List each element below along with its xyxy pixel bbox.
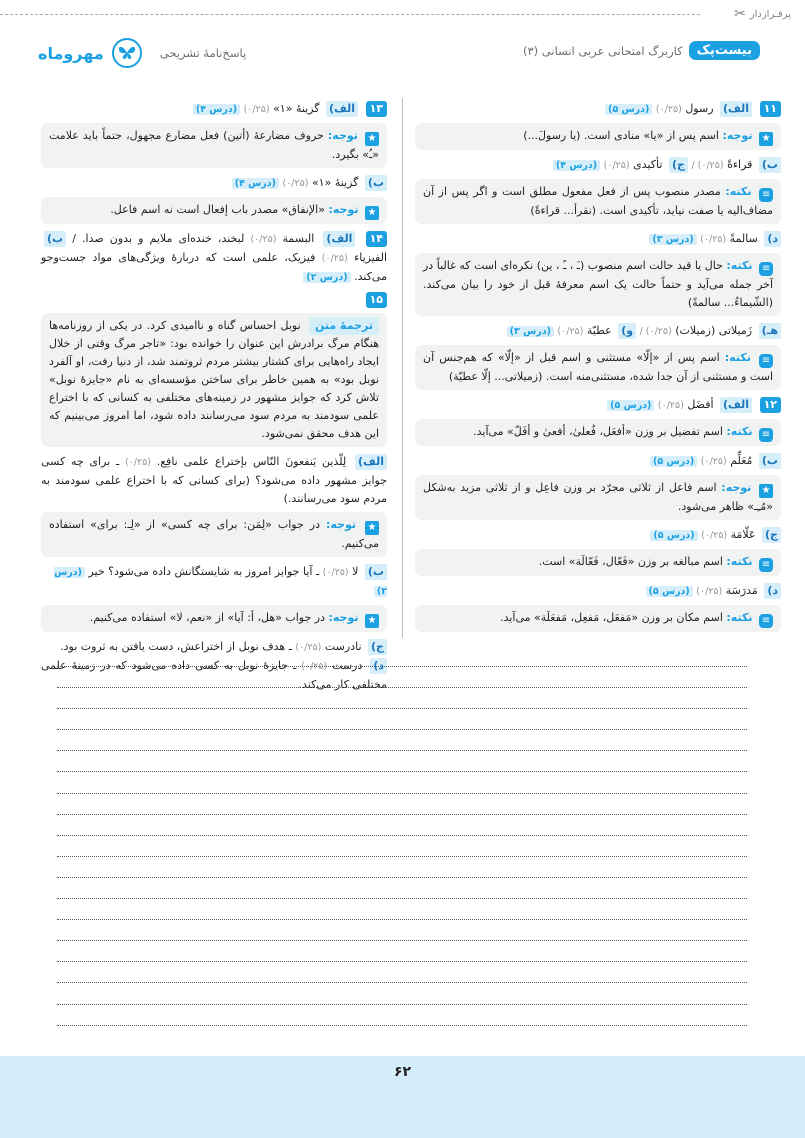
answer-text: درست — [332, 659, 363, 672]
score: (۰/۲۵) — [295, 642, 322, 653]
butterfly-logo-icon — [112, 38, 142, 68]
note-line — [57, 857, 747, 878]
q12-dal — [415, 582, 781, 601]
note-tag: توجه: — [328, 611, 359, 624]
answer-text: گزینهٔ «۱» — [311, 176, 359, 189]
option-label: ب) — [44, 231, 66, 247]
chat-bubble-icon: ≡ — [759, 614, 773, 628]
right-column — [415, 100, 781, 638]
definition-text: فیزیک، علمی است که دربارهٔ ویژگی‌های مواد جست‌وجو می‌کند. — [41, 251, 387, 283]
option-label: ب) — [759, 157, 781, 173]
lesson-ref: (درس ۴) — [553, 160, 600, 171]
star-icon: ★ — [365, 206, 379, 220]
score: (۰/۲۵) — [243, 104, 270, 115]
score: (۰/۲۵) — [282, 178, 309, 189]
q11-dal — [415, 230, 781, 249]
lesson-ref: (درس ۲) — [54, 567, 387, 597]
lesson-ref: (درس ۵) — [650, 530, 697, 541]
left-column — [41, 100, 387, 698]
note-box — [415, 475, 781, 520]
score: (۰/۲۵) — [250, 234, 277, 245]
option-label: الف) — [720, 397, 752, 413]
note-tag: نکته: — [726, 259, 753, 272]
answer-text: عَلّامَة — [730, 528, 756, 541]
option-label: ب) — [759, 453, 781, 469]
note-line — [57, 1005, 747, 1026]
column-divider — [402, 98, 403, 638]
translation-text: نوبل احساس گناه و ناامیدی کرد. در یکی از روزنامه‌ها هنگام مرگ برادرش این عنوان را خوانده بود: «تاجر مرگ وقتی از خلال ایجاد راه‌هایی برای کشتار بیشتر مردم ثروتمند شد، از دنیا رفت، او آلفرد نوبل بود» به همین خاطر برای ساختن مؤسسه‌ای به نام «جایزهٔ نوبل» تلاش کرد که جوایز مشهور در زمینه‌های مختلفی به کسانی که با اختراع علمی سودمند به مردم سود می‌رسانند داده شود، اما امروز می‌بینیم که این هدف محقق نمی‌شود. — [49, 319, 379, 440]
answer-text: گزینهٔ «۱» — [273, 102, 320, 115]
option-label: الف) — [720, 101, 752, 117]
note-line — [57, 751, 747, 772]
score: (۰/۲۵) — [696, 586, 723, 597]
notes-lines — [57, 666, 747, 1026]
publisher-logo-text: مهروماه — [38, 43, 104, 63]
q14 — [41, 230, 387, 287]
score: (۰/۲۵) — [124, 457, 151, 468]
note-text: حروف مضارعهٔ (أتین) فعل مضارع مجهول، حتماً باید علامت «ـُ» بگیرد. — [49, 129, 379, 161]
answer-text: البسمة — [282, 232, 315, 245]
note-line — [57, 667, 747, 688]
q15-head — [41, 291, 387, 309]
answer-text: أفضَل — [687, 398, 714, 411]
q11-be — [415, 156, 781, 175]
q13-be — [41, 174, 387, 193]
answer-text: مُعَلِّم — [730, 454, 753, 467]
question-number: ۱۵ — [366, 292, 387, 308]
note-line — [57, 899, 747, 920]
answer-rest: ـ جایزهٔ نوبل به کسی داده می‌شود که در زمینهٔ علمی مختلفی کار می‌کند. — [41, 659, 387, 691]
answer-text: سالمةً — [729, 232, 758, 245]
series-brand — [523, 41, 760, 60]
score: (۰/۲۵) — [700, 456, 727, 467]
lesson-ref: (درس ۵) — [646, 586, 693, 597]
note-text: اسم پس از «یا» منادی است. (یا رسولَ...) — [523, 129, 719, 142]
answer-text: لا — [352, 565, 359, 578]
option-label: ج) — [368, 639, 387, 655]
note-box — [415, 253, 781, 316]
answer-text: لِلّذین یَنفعونَ النّاس بإختراع علمی نافِع. — [156, 455, 347, 468]
answer-text: زَمیلاتی (زمیلات) — [675, 324, 753, 337]
note-line — [57, 878, 747, 899]
lesson-ref: (درس ۵) — [605, 104, 652, 115]
star-icon: ★ — [365, 521, 379, 535]
note-line — [57, 920, 747, 941]
note-tag: نکته: — [726, 425, 753, 438]
q11-alef — [415, 100, 781, 119]
cut-label — [734, 6, 791, 22]
note-line — [57, 772, 747, 793]
lesson-ref: (درس ۴) — [193, 104, 240, 115]
translation-heading: ترجمهٔ متن — [309, 317, 379, 335]
note-box — [41, 197, 387, 224]
note-tag: توجه: — [722, 129, 753, 142]
note-box — [41, 123, 387, 168]
definition-text: لبخند، خنده‌ای ملایم و بدون صدا. / — [72, 232, 245, 245]
option-label: الف) — [323, 231, 355, 247]
note-tag: توجه: — [327, 129, 358, 142]
answer-rest: ـ آیا جوایز امروز به شایستگانش داده می‌شود؟ خیر — [88, 565, 320, 578]
score: (۰/۲۵) — [322, 567, 349, 578]
option-label: و) — [618, 323, 636, 339]
publisher-brand — [38, 38, 246, 68]
question-number: ۱۴ — [366, 231, 387, 247]
note-text: اسم فاعل از ثلاثی مجرّد بر وزن فاعِل و از ثلاثی مزید به‌شکل «مُـِـ» ظاهر می‌شود. — [423, 481, 773, 513]
note-text: اسم تفضیل بر وزن «أفعَل، فُعلیٰ، أفعیٰ و أفَلّ» می‌آید. — [473, 425, 723, 438]
lesson-ref: (درس ۵) — [607, 400, 654, 411]
note-box — [41, 605, 387, 632]
score: (۰/۲۵) — [655, 104, 682, 115]
note-line — [57, 709, 747, 730]
note-text: در جواب «هل، أ: آیا» از «نعم، لا» استفاده می‌کنیم. — [89, 611, 325, 624]
note-line — [57, 962, 747, 983]
worksheet-title: کاربرگ امتحانی عربی انسانی (۳) — [522, 43, 683, 58]
answer-text: مَدرَسَة — [725, 584, 758, 597]
option-label: هـ) — [759, 323, 781, 339]
answer-text: تأکیدی — [633, 158, 663, 171]
option-label: ج) — [669, 157, 688, 173]
note-tag: توجه: — [328, 203, 359, 216]
answer-text: نادرست — [324, 640, 362, 653]
q11-he — [415, 322, 781, 341]
chat-bubble-icon: ≡ — [759, 262, 773, 276]
score: (۰/۲۵) — [603, 160, 630, 171]
q15-be — [41, 563, 387, 601]
option-label: الف) — [326, 101, 358, 117]
score: (۰/۲۵) / — [639, 326, 672, 337]
star-icon: ★ — [365, 614, 379, 628]
chat-bubble-icon: ≡ — [759, 428, 773, 442]
lesson-ref: (درس ۴) — [232, 178, 279, 189]
question-number: ۱۲ — [760, 397, 781, 413]
lesson-ref: (درس ۳) — [507, 326, 554, 337]
option-label: ب) — [365, 564, 387, 580]
note-line — [57, 941, 747, 962]
option-label: الف) — [355, 454, 387, 470]
q13-alef — [41, 100, 387, 119]
note-line — [57, 794, 747, 815]
note-tag: نکته: — [725, 185, 752, 198]
score: (۰/۲۵) — [701, 530, 728, 541]
note-box — [415, 345, 781, 390]
option-label: د) — [370, 658, 387, 674]
note-box — [41, 512, 387, 557]
note-box — [415, 605, 781, 632]
note-line — [57, 688, 747, 709]
note-tag: نکته: — [726, 611, 753, 624]
q15-jim — [41, 638, 387, 657]
note-text: در جواب «لِمَن: برای چه کسی» از «لِـ: برای» استفاده می‌کنیم. — [49, 518, 379, 550]
lesson-ref: (درس ۵) — [650, 456, 697, 467]
answer-rest: ـ برای چه کسی جوایز مشهور داده می‌شود؟ (برای کسانی که با اختراع علمی سودمند به مردم سود می‌رسانند.) — [41, 455, 387, 505]
cut-line — [0, 14, 700, 15]
note-box — [415, 419, 781, 446]
question-number: ۱۳ — [366, 101, 387, 117]
page-header — [0, 38, 805, 68]
page-footer — [0, 1056, 805, 1138]
star-icon: ★ — [759, 484, 773, 498]
option-label: ج) — [762, 527, 781, 543]
note-line — [57, 815, 747, 836]
translation-box — [41, 313, 387, 447]
score: (۰/۲۵) — [657, 400, 684, 411]
answer-text: عطیّة — [586, 324, 612, 337]
score: (۰/۲۵) / — [691, 160, 724, 171]
note-text: اسم پس از «إلّا» مستثنی و اسم قبل از «إلّا» که هم‌جنس آن است و مستثنی از آن جدا شده، مستثنی‌منه است. (زمیلاتی... إلّا عطیّة) — [423, 351, 773, 383]
note-text: اسم مبالغه بر وزن «فَعّال، فَعّالَة» است. — [538, 555, 723, 568]
note-box — [415, 123, 781, 150]
q15-alef — [41, 453, 387, 508]
score: (۰/۲۵) — [301, 661, 328, 672]
answer-text: قراءةً — [727, 158, 753, 171]
note-line — [57, 730, 747, 751]
score: (۰/۲۵) — [321, 253, 348, 264]
page-number: ۶۲ — [393, 1064, 412, 1080]
note-line — [57, 983, 747, 1004]
score: (۰/۲۵) — [557, 326, 584, 337]
score: (۰/۲۵) — [700, 234, 727, 245]
star-icon: ★ — [365, 132, 379, 146]
answer-rest: ـ هدف نوبل از اختراعش، دست یافتن به ثروت بود. — [60, 640, 292, 653]
option-label: د) — [764, 583, 781, 599]
note-text: حال یا قید حالت اسم منصوب (ـَ ، ـً ، ین) نکره‌ای است که غالباً در آخر جمله می‌آید و حتماً حالت یک اسم معرفهٔ قبل از خود را بیان می‌کند. (الشّیماءُ... سالمةً) — [423, 259, 773, 309]
note-box — [415, 179, 781, 224]
note-text: اسم مکان بر وزن «مَفعَل، مَفعِل، مَفعَلَة» می‌آید. — [500, 611, 723, 624]
note-text: مصدر منصوب پس از فعل مفعول مطلق است و اگر پس از آن مضاف‌الیه یا صفت نیاید، تأکیدی است. (نقرأ... قراءةً) — [423, 185, 773, 217]
note-box — [415, 549, 781, 576]
cut-label-text: پرفـرازدار — [749, 8, 791, 20]
scissors-icon: ✂ — [734, 6, 746, 22]
option-label: ب) — [365, 175, 387, 191]
note-tag: توجه: — [721, 481, 752, 494]
note-tag: نکته: — [724, 351, 751, 364]
note-line — [57, 836, 747, 857]
answer-sheet-title: پاسخ‌نامهٔ تشریحی — [159, 46, 247, 60]
chat-bubble-icon: ≡ — [759, 188, 773, 202]
q12-be — [415, 452, 781, 471]
question-number: ۱۱ — [760, 101, 781, 117]
star-icon: ★ — [759, 132, 773, 146]
lesson-ref: (درس ۳) — [649, 234, 696, 245]
note-tag: توجه: — [325, 518, 356, 531]
option-label: د) — [764, 231, 781, 247]
lesson-ref: (درس ۲) — [303, 272, 350, 283]
chat-bubble-icon: ≡ — [759, 558, 773, 572]
q12-jim — [415, 526, 781, 545]
chat-bubble-icon: ≡ — [759, 354, 773, 368]
series-badge: بیست‌پک — [689, 41, 760, 60]
answer-text: الفیزیاء — [354, 251, 388, 264]
q12-alef — [415, 396, 781, 415]
answer-text: رسول — [685, 102, 714, 115]
note-text: «الإنفاق» مصدر باب إفعال است نه اسم فاعل. — [110, 203, 325, 216]
note-tag: نکته: — [726, 555, 753, 568]
